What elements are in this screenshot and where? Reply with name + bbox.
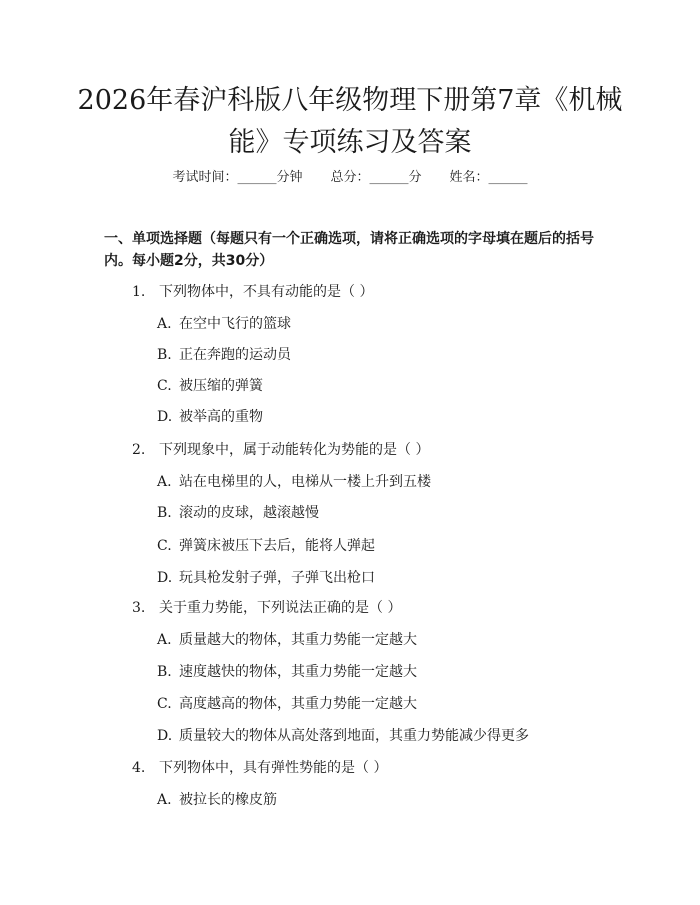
question-text: 关于重力势能，下列说法正确的是（ ） [159,600,402,616]
question-1-option-c [157,376,263,396]
question-number: 3. [132,600,146,616]
question-2 [132,440,429,460]
question-3-option-d [157,726,529,746]
question-2-option-d [157,568,375,588]
option-text: 被举高的重物 [179,409,263,425]
option-letter: B. [157,664,172,680]
option-text: 玩具枪发射子弹，子弹飞出枪口 [179,570,375,586]
option-letter: A. [157,632,172,648]
option-letter: D. [157,409,173,425]
option-letter: B. [157,347,172,363]
question-3-option-c [157,694,417,714]
option-text: 站在电梯里的人，电梯从一楼上升到五楼 [179,474,431,490]
option-text: 滚动的皮球，越滚越慢 [179,505,319,521]
option-text: 质量较大的物体从高处落到地面，其重力势能减少得更多 [179,728,529,744]
total-score-field: 总分：______分 [330,170,422,185]
option-text: 在空中飞行的篮球 [179,316,291,332]
question-2-option-c [157,536,375,556]
student-name-field: 姓名：______ [449,170,528,185]
document-title: 2026年春沪科版八年级物理下册第7章《机械能》专项练习及答案 [77,85,623,158]
question-3-option-b [157,662,417,682]
question-4-option-a [157,790,277,810]
question-number: 2. [132,442,146,458]
question-3 [132,598,401,618]
question-1-option-a [157,314,291,334]
question-number: 4. [132,760,146,776]
option-text: 正在奔跑的运动员 [179,347,291,363]
section-heading: 一、单项选择题（每题只有一个正确选项，请将正确选项的字母填在题后的括号内。每小题2分，共30分） [104,231,594,269]
option-letter: D. [157,570,173,586]
option-text: 被压缩的弹簧 [179,378,263,394]
question-1 [132,282,373,302]
option-text: 质量越大的物体，其重力势能一定越大 [179,632,417,648]
question-1-option-d [157,407,263,427]
option-letter: C. [157,538,172,554]
option-letter: A. [157,316,172,332]
question-number: 1. [132,284,146,300]
option-text: 速度越快的物体，其重力势能一定越大 [179,664,417,680]
question-1-option-b [157,345,291,365]
option-letter: A. [157,474,172,490]
question-4 [132,758,387,778]
option-text: 被拉长的橡皮筋 [179,792,277,808]
option-letter: C. [157,696,172,712]
question-2-option-b [157,503,319,523]
option-letter: B. [157,505,172,521]
question-text: 下列物体中，不具有动能的是（ ） [159,284,374,300]
question-2-option-a [157,472,431,492]
exam-info-line [0,168,700,188]
option-text: 弹簧床被压下去后，能将人弹起 [179,538,375,554]
option-text: 高度越高的物体，其重力势能一定越大 [179,696,417,712]
option-letter: A. [157,792,172,808]
option-letter: C. [157,378,172,394]
exam-time-field: 考试时间：______分钟 [172,170,303,185]
question-text: 下列现象中，属于动能转化为势能的是（ ） [159,442,430,458]
option-letter: D. [157,728,173,744]
question-text: 下列物体中，具有弹性势能的是（ ） [159,760,388,776]
question-3-option-a [157,630,417,650]
